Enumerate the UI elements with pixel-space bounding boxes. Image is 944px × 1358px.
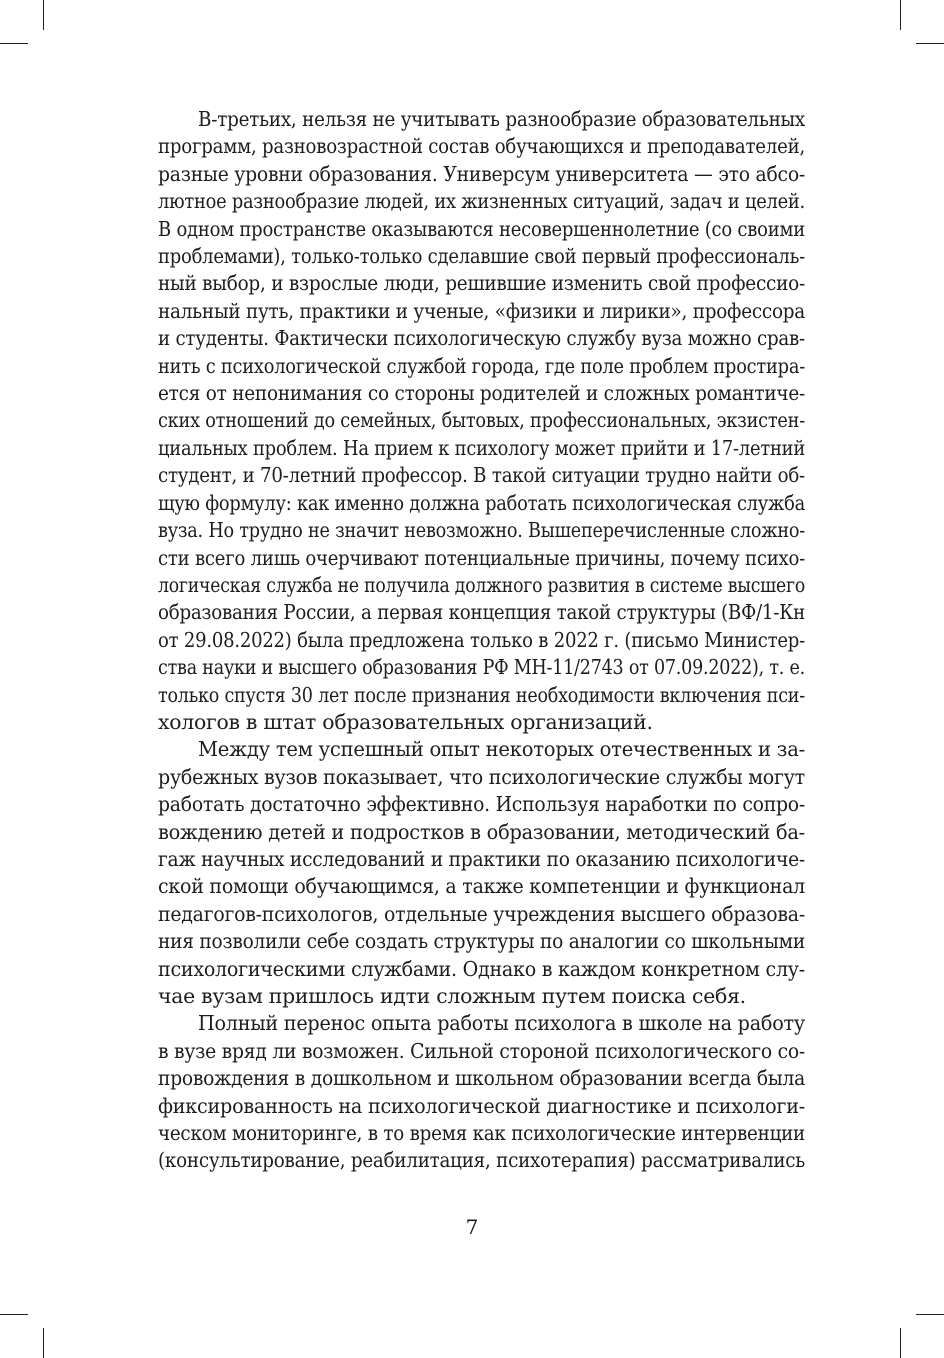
text-line: ется от непонимания со стороны родителей и сложных романтиче-: [158, 381, 806, 406]
text-line: работать достаточно эффективно. Используя наработки по сопро-: [158, 792, 805, 817]
paragraph-3: [158, 1010, 805, 1174]
text-line: нить с психологической службой города, где поле проблем простира-: [158, 353, 805, 378]
text-line: ческом мониторинге, в то время как психологические интервенции: [158, 1121, 805, 1146]
text-line: от 29.08.2022) была предложена только в 2022 г. (письмо Министер-: [158, 627, 805, 652]
crop-mark-bottom-left-horizontal: [0, 1314, 28, 1315]
text-line: вуза. Но трудно не значит невозможно. Вышеперечисленные сложно-: [158, 518, 806, 543]
text-line: рубежных вузов показывает, что психологические службы могут: [158, 764, 805, 789]
text-line: В одном пространстве оказываются несовершеннолетние (со своими: [158, 216, 805, 241]
text-line: Между тем успешный опыт некоторых отечественных и за-: [198, 737, 805, 762]
text-line: чае вузам пришлось идти сложным путем поиска себя.: [158, 984, 746, 1008]
crop-mark-bottom-left-vertical: [43, 1328, 44, 1358]
text-line: ный выбор, и взрослые люди, решившие изменить свой профессио-: [158, 271, 806, 296]
crop-mark-top-left-vertical: [43, 0, 44, 30]
text-line: образования России, а первая концепция такой структуры (ВФ/1-Кн: [158, 600, 805, 625]
text-line: ских отношений до семейных, бытовых, профессиональных, экзистен-: [158, 408, 805, 433]
text-line: гаж научных исследований и практики по оказанию психологиче-: [158, 846, 806, 871]
text-line: Полный перенос опыта работы психолога в школе на работу: [198, 1011, 805, 1036]
page-number: 7: [465, 1215, 479, 1239]
text-line: только спустя 30 лет после признания необходимости включения пси-: [158, 682, 805, 707]
text-line: студент, и 70-летний профессор. В такой ситуации трудно найти об-: [158, 463, 805, 488]
text-line: педагогов-психологов, отдельные учреждения высшего образова-: [158, 901, 805, 926]
text-line: хологов в штат образовательных организаций.: [158, 709, 653, 734]
text-line: фиксированность на психологической диагностике и психологи-: [158, 1093, 805, 1118]
text-line: логическая служба не получила должного развития в системе высшего: [158, 572, 805, 597]
text-line: ния позволили себе создать структуры по аналогии со школьными: [158, 929, 805, 954]
text-line: провождения в дошкольном и школьном образовании всегда была: [158, 1066, 805, 1091]
page-body: [158, 106, 805, 1175]
paragraph-2: [158, 736, 805, 1010]
text-line: щую формулу: как именно должна работать психологическая служба: [158, 490, 805, 515]
text-line: вождению детей и подростков в образовании, методический ба-: [158, 819, 805, 844]
text-line: и студенты. Фактически психологическую службу вуза можно срав-: [158, 326, 805, 351]
text-line: сти всего лишь очерчивают потенциальные причины, почему психо-: [158, 545, 805, 570]
text-line: ской помощи обучающимся, а также компетенции и функционал: [158, 874, 805, 899]
text-line: психологическими службами. Однако в каждом конкретном слу-: [158, 956, 805, 981]
crop-mark-bottom-right-vertical: [900, 1328, 901, 1358]
text-line: лютное разнообразие людей, их жизненных ситуаций, задач и целей.: [158, 189, 805, 214]
text-line: ства науки и высшего образования РФ МН-11/2743 от 07.09.2022), т. е.: [158, 655, 806, 680]
text-line: проблемами), только-только сделавшие свой первый профессиональ-: [158, 244, 806, 269]
crop-mark-top-left-horizontal: [0, 43, 28, 44]
crop-mark-top-right-vertical: [900, 0, 901, 30]
text-line: программ, разновозрастной состав обучающихся и преподавателей,: [158, 134, 806, 159]
text-line: (консультирование, реабилитация, психотерапия) рассматривались: [158, 1148, 806, 1173]
text-line: нальный путь, практики и ученые, «физики и лирики», профессора: [158, 298, 806, 323]
crop-mark-top-right-horizontal: [916, 43, 944, 44]
text-line: В-третьих, нельзя не учитывать разнообразие образовательных: [198, 107, 805, 131]
text-line: разные уровни образования. Универсум университета — это абсо-: [158, 161, 805, 186]
text-line: в вузе вряд ли возможен. Сильной стороной психологического со-: [158, 1038, 806, 1063]
text-line: циальных проблем. На прием к психологу может прийти и 17-летний: [158, 435, 806, 460]
crop-mark-bottom-right-horizontal: [916, 1314, 944, 1315]
paragraph-1: [158, 106, 805, 736]
